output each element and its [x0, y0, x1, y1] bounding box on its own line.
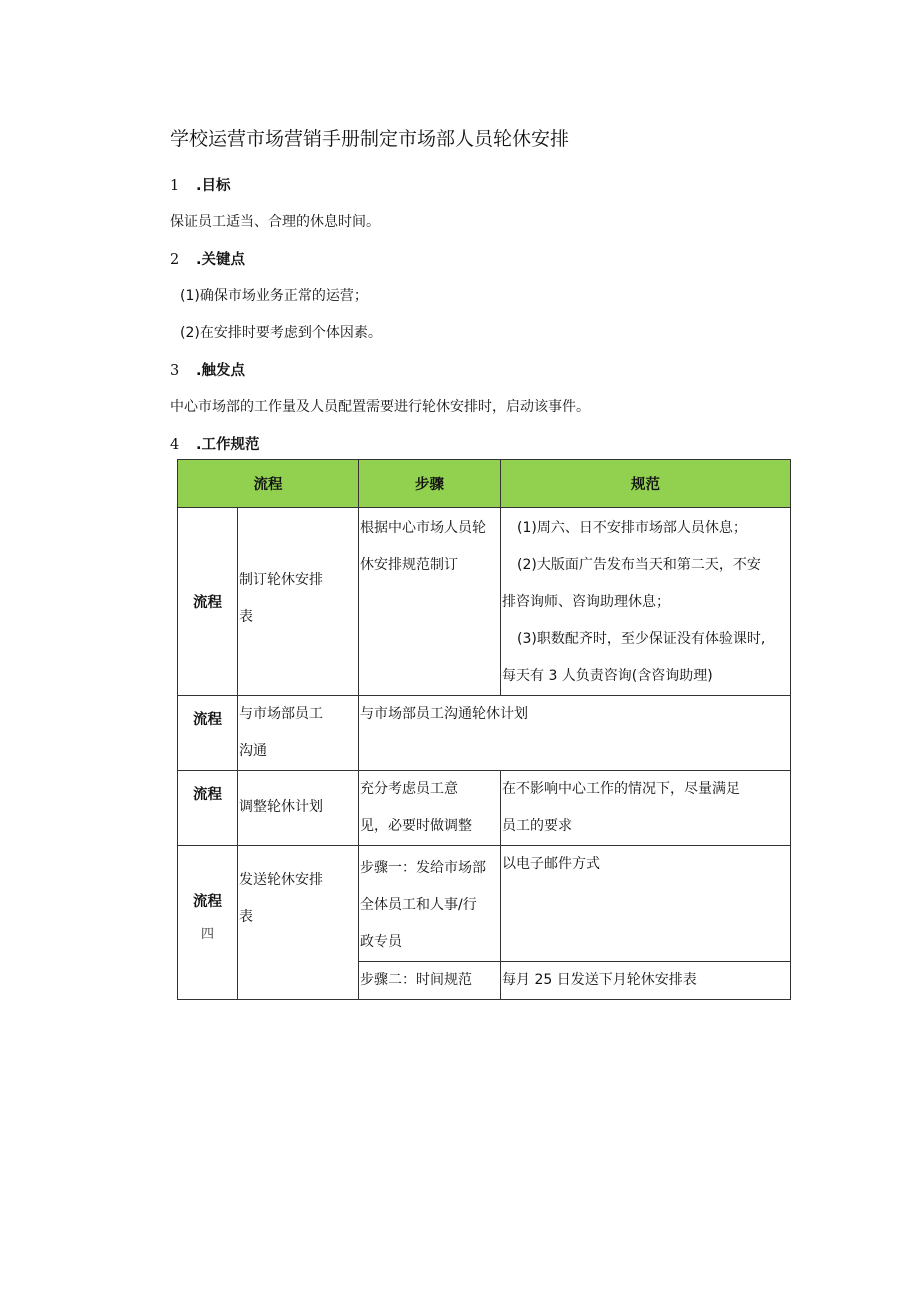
process-cell: 制订轮休安排 表 [238, 508, 359, 696]
section-heading-trigger: 3 .触发点 [170, 363, 246, 379]
row-label-sub: 四 [200, 927, 214, 942]
table-row [178, 508, 791, 696]
process-cell: 与市场部员工 沟通 [238, 696, 359, 771]
header-spec: 规范 [501, 460, 791, 508]
process-cell: 调整轮休计划 [238, 771, 359, 846]
step-cell: 根据中心市场人员轮 休安排规范制订 [359, 508, 501, 696]
key-point-1: (1)确保市场业务正常的运营； [180, 288, 368, 304]
document-title: 学校运营市场营销手册制定市场部人员轮休安排 [170, 128, 570, 150]
table-row [178, 771, 791, 846]
header-process: 流程 [178, 460, 359, 508]
step-cell: 步骤一：发给市场部 全体员工和人事/行 政专员 [359, 846, 501, 962]
goal-text: 保证员工适当、合理的休息时间。 [170, 214, 380, 230]
table-header-row [178, 460, 791, 508]
row-label: 流程 [178, 771, 238, 846]
header-step: 步骤 [359, 460, 501, 508]
table-row [178, 846, 791, 962]
spec-cell: (1)周六、日不安排市场部人员休息； (2)大版面广告发布当天和第二天，不安 排咨询师、咨询助理休息； (3)职数配齐时，至少保证没有体验课时, 每天有 3 人负责咨询(含咨询助理) [501, 508, 791, 696]
trigger-text: 中心市场部的工作量及人员配置需要进行轮休安排时，启动该事件。 [170, 399, 590, 415]
spec-cell: 在不影响中心工作的情况下，尽量满足 员工的要求 [501, 771, 791, 846]
row-label: 流程 四 [178, 846, 238, 1000]
key-point-2: (2)在安排时要考虑到个体因素。 [180, 325, 382, 341]
spec-cell: 以电子邮件方式 [501, 846, 791, 962]
row-label: 流程 [178, 696, 238, 771]
merged-step-spec-cell: 与市场部员工沟通轮休计划 [359, 696, 791, 771]
work-spec-table [177, 459, 791, 1000]
step-cell: 充分考虑员工意 见，必要时做调整 [359, 771, 501, 846]
spec-cell: 每月 25 日发送下月轮休安排表 [501, 962, 791, 1000]
section-heading-goal: 1 .目标 [170, 178, 231, 194]
process-cell: 发送轮休安排 表 [238, 846, 359, 1000]
row-label: 流程 [178, 508, 238, 696]
section-heading-key-points: 2 .关键点 [170, 252, 246, 268]
step-cell: 步骤二：时间规范 [359, 962, 501, 1000]
table-row [178, 696, 791, 771]
section-heading-work-spec: 4 .工作规范 [170, 437, 260, 453]
